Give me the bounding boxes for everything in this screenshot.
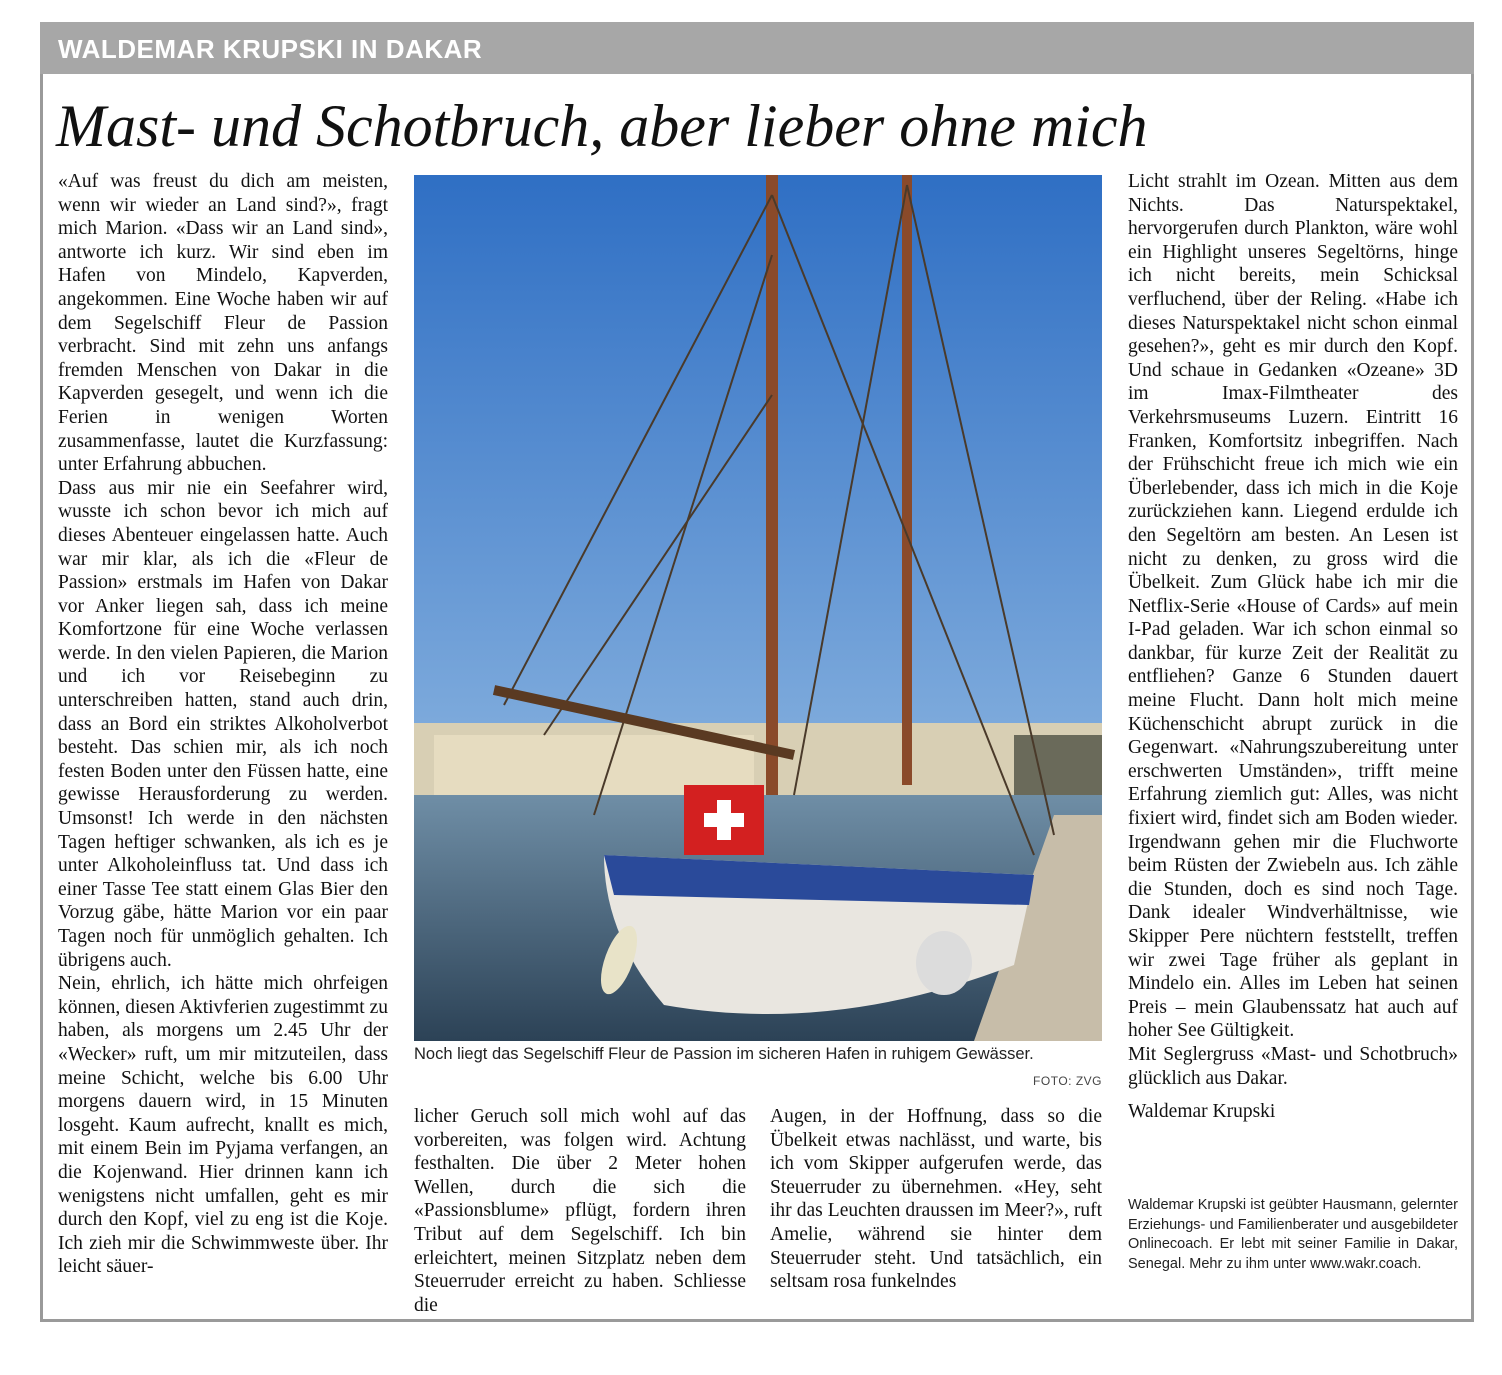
author-bio: Waldemar Krupski ist geübter Hausmann, gelernter Erziehungs- und Familienberater und ausgebildeter Onlinecoach. Er lebt mit seiner Familie in Dakar, Senegal. Mehr zu ihm unter www.wakr.coach. [1128,1197,1458,1272]
paragraph: Mit Seglergruss «Mast- und Schotbruch» glücklich aus Dakar. [1128,1043,1458,1089]
article-kicker: WALDEMAR KRUPSKI IN DAKAR [58,34,483,64]
column-3: Augen, in der Hoffnung, dass so die Übelkeit etwas nachlässt, und warte, bis ich vom Skipper aufgerufen werde, das Steuerruder zu übernehmen. «Hey, seht ihr das Leuchten draussen im Meer?», ruft Amelie, während sie hinter dem Steuerruder steht. Und tatsächlich, ein seltsam rosa funkelndes [770,1106,1102,1293]
article-photo [414,175,1102,1041]
sailing-ship-illustration [414,175,1102,1041]
photo-caption: Noch liegt das Segelschiff Fleur de Passion im sicheren Hafen in ruhigem Gewässer. [414,1045,1034,1063]
paragraph: Nein, ehrlich, ich hätte mich ohrfeigen können, diesen Aktivferien zugestimmt zu haben, als morgens um 2.45 Uhr der «Wecker» ruft, um mir mitzuteilen, dass meine Schicht, welche bis 6.00 Uhr morgens dauern wird, in 15 Minuten losgeht. Kaum aufrecht, knallt es mich, mit einem Bein im Pyjama verfangen, an die Kojenwand. Hier drinnen kann ich wenigstens nicht umfallen, geht es mir durch den Kopf, viel zu eng ist die Koje. Ich zieh mir die Schwimmweste über. Ihr leicht säuer- [58,973,388,1278]
paragraph: «Auf was freust du dich am meisten, wenn wir wieder an Land sind?», fragt mich Marion. «Dass wir an Land sind», antworte ich kurz. Wir sind eben im Hafen von Mindelo, Kapverden, angekommen. Eine Woche haben wir auf dem Segelschiff Fleur de Passion verbracht. Sind mit zehn uns anfangs fremden Menschen von Dakar in die Kapverden gesegelt, und wenn ich die Ferien in wenigen Worten zusammenfasse, lautet die Kurzfassung: unter Erfahrung abbuchen. [58,171,388,476]
paragraph: Licht strahlt im Ozean. Mitten aus dem Nichts. Das Naturspektakel, hervorgerufen durch Plankton, wäre wohl ein Highlight unseres Segeltörns, hinge ich nicht bereits, mein Schicksal verfluchend, über der Reling. «Habe ich dieses Naturspektakel nicht schon einmal gesehen?», geht es mir durch den Kopf. Und schaue in Gedanken «Ozeane» 3D im Imax-Filmtheater des Verkehrsmuseums Luzern. Eintritt 16 Franken, Komfortsitz inbegriffen. Nach der Frühschicht freue ich mich wie ein Überlebender, dass ich mich in die Koje zurückziehen kann. Liegend erdulde ich den Segeltörn am besten. An Lesen ist nicht zu denken, zu gross wird die Übelkeit. Zum Glück habe ich mir die Netflix-Serie «House of Cards» auf mein I-Pad geladen. War ich schon einmal so dankbar, für kurze Zeit der Realität zu entfliehen? Ganze 6 Stunden dauert meine Flucht. Dann holt mich meine Küchenschicht abrupt zurück in die Gegenwart. «Nahrungszubereitung unter erschwerten Umständen», trifft meine Erfahrung ziemlich gut: Alles, was nicht fixiert wird, findet sich am Boden wieder. Irgendwann gehen mir die Fluchworte beim Rüsten der Zwiebeln aus. Ich zähle die Stunden, doch es sind noch Tage. Dank idealer Windverhältnisse, wie Skipper Pere nüchtern feststellt, treffen wir zwei Tage früher als geplant in Mindelo ein. Alles im Leben hat seinen Preis – mein Glaubenssatz hat auch auf hoher See Gültigkeit. [1128,171,1458,1042]
author-signature: Waldemar Krupski [1128,1101,1276,1123]
column-1 [58,170,388,1279]
paragraph: Dass aus mir nie ein Seefahrer wird, wusste ich schon bevor ich mich auf dieses Abenteuer eingelassen hatte. Auch war mir klar, als ich die «Fleur de Passion» erstmals im Hafen von Dakar vor Anker liegen sah, dass ich meine Komfortzone für eine Woche verlassen werde. In den vielen Papieren, die Marion und ich vor Reisebeginn zu unterschreiben hatten, stand auch drin, dass an Bord ein striktes Alkoholverbot besteht. Das schien mir, als ich noch festen Boden unter den Füssen hatte, eine gewisse Herausforderung zu werden. Umsonst! Ich werde in den nächsten Tagen heftiger schwanken, als ich es je unter Alkoholeinfluss tat. Und dass ich einer Tasse Tee statt einem Glas Bier den Vorzug gäbe, hätte Marion vor ein paar Tagen noch für unmöglich gehalten. Ich übrigens auch. [58,477,388,971]
column-2: licher Geruch soll mich wohl auf das vorbereiten, was folgen wird. Achtung festhalten. Die über 2 Meter hohen Wellen, durch die sich die «Passionsblume» pflügt, fordern ihren Tribut auf dem Segelschiff. Ich bin erleichtert, meinen Sitzplatz neben dem Steuerruder erreicht zu haben. Schliesse die [414,1106,746,1316]
article-headline: Mast- und Schotbruch, aber lieber ohne mich [56,93,1148,159]
photo-credit: FOTO: ZVG [1033,1074,1102,1088]
column-4 [1128,170,1458,1124]
